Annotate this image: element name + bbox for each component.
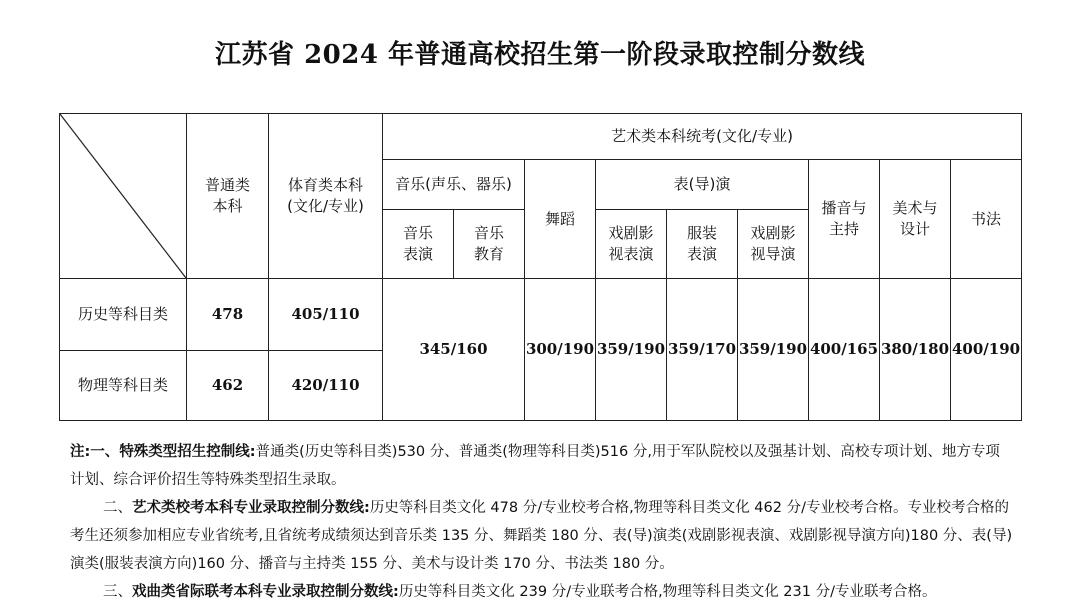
header-costume: 服装 表演 [667, 210, 738, 279]
header-music-group: 音乐(声乐、器乐) [383, 160, 525, 210]
cell-drama: 359/190 [596, 279, 667, 421]
note-2: 二、艺术类校考本科专业录取控制分数线:历史等科目类文化 478 分/专业校考合格,物理等科目类文化 462 分/专业校考合格。专业校考合格的考生还须参加相应专业省统考,且省统考成绩须达到音乐类 135 分、舞蹈类 180 分、表(导)演类(戏剧影视表演、戏剧影视导演方向)180 分、表(导)演类(服装表演方向)160 分、播音与主持类 155 分、美术与设计类 170 分、书法类 180 分。 [70, 500, 1013, 572]
score-table [59, 113, 1022, 421]
cell-dance: 300/190 [525, 279, 596, 421]
header-drama: 戏剧影 视表演 [596, 210, 667, 279]
header-broadcast: 播音与 主持 [809, 160, 880, 279]
cell-costume: 359/170 [667, 279, 738, 421]
header-director: 戏剧影 视导演 [738, 210, 809, 279]
notes [70, 438, 1014, 606]
row-label-history: 历史等科目类 [60, 279, 187, 351]
cell-art-design: 380/180 [880, 279, 951, 421]
header-perf-group: 表(导)演 [596, 160, 809, 210]
diagonal-line [60, 114, 186, 278]
cell-physics-putong: 462 [187, 351, 269, 421]
page-title: 江苏省 2024 年普通高校招生第一阶段录取控制分数线 [215, 40, 865, 70]
cell-history-tiyu: 405/110 [269, 279, 383, 351]
cell-director: 359/190 [738, 279, 809, 421]
note-3: 三、戏曲类省际联考本科专业录取控制分数线:历史等科目类文化 239 分/专业联考合格,物理等科目类文化 231 分/专业联考合格。 [103, 584, 937, 600]
header-art-design: 美术与 设计 [880, 160, 951, 279]
header-music-edu: 音乐 教育 [454, 210, 525, 279]
cell-physics-tiyu: 420/110 [269, 351, 383, 421]
corner-header-cell [60, 114, 187, 279]
header-tiyu: 体育类本科 (文化/专业) [269, 114, 383, 279]
cell-history-putong: 478 [187, 279, 269, 351]
row-label-physics: 物理等科目类 [60, 351, 187, 421]
header-dance: 舞蹈 [525, 160, 596, 279]
header-music-perf: 音乐 表演 [383, 210, 454, 279]
header-putong: 普通类 本科 [187, 114, 269, 279]
cell-broadcast: 400/165 [809, 279, 880, 421]
header-calligraphy: 书法 [951, 160, 1022, 279]
note-1: 注:一、特殊类型招生控制线:普通类(历史等科目类)530 分、普通类(物理等科目类)516 分,用于军队院校以及强基计划、高校专项计划、地方专项计划、综合评价招生等特殊类型招生录取。 [70, 444, 1000, 488]
cell-music: 345/160 [383, 279, 525, 421]
header-art: 艺术类本科统考(文化/专业) [383, 114, 1022, 160]
cell-calligraphy: 400/190 [951, 279, 1022, 421]
